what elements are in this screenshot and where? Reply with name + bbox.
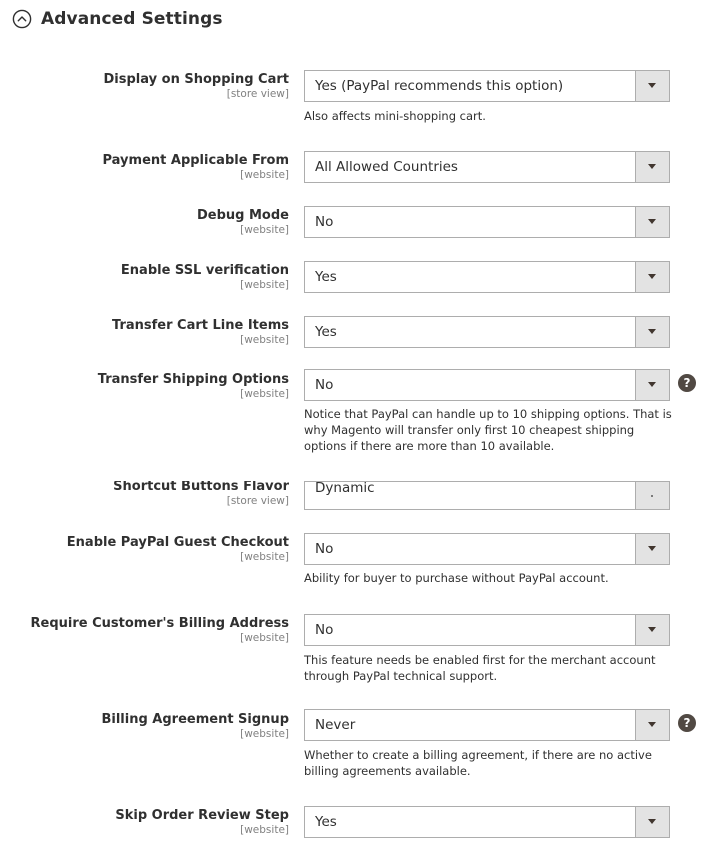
field-label-group xyxy=(0,71,289,100)
select-value: No xyxy=(315,622,334,638)
chevron-down-icon[interactable] xyxy=(635,615,669,645)
field-note: This feature needs be enabled first for the merchant account through PayPal technical support. xyxy=(304,653,656,683)
chevron-down-icon[interactable] xyxy=(635,262,669,292)
field-label-group xyxy=(0,152,289,181)
field-note: Also affects mini-shopping cart. xyxy=(304,109,486,123)
field-scope: [website] xyxy=(240,824,289,836)
select-value: No xyxy=(315,377,334,393)
field-scope: [website] xyxy=(240,388,289,400)
field-label: Require Customer's Billing Address xyxy=(30,616,289,631)
shortcut-buttons-flavor-select[interactable] xyxy=(304,481,670,510)
field-label: Billing Agreement Signup xyxy=(101,712,289,727)
select-value: Yes xyxy=(315,814,337,830)
chevron-down-icon[interactable] xyxy=(635,482,669,509)
field-label-group xyxy=(0,807,289,836)
select-value: All Allowed Countries xyxy=(315,159,458,175)
field-label-group xyxy=(0,207,289,236)
help-icon[interactable]: ? xyxy=(678,374,696,392)
debug-mode-select[interactable] xyxy=(304,206,670,238)
select-value: No xyxy=(315,541,334,557)
select-value: Never xyxy=(315,717,356,733)
field-note: Notice that PayPal can handle up to 10 shipping options. That is why Magento will transfer only first 10 cheapest shipping options if there are more than 10 available. xyxy=(304,407,672,453)
field-label: Debug Mode xyxy=(197,208,289,223)
skip-order-review-step-select[interactable] xyxy=(304,806,670,838)
enable-paypal-guest-checkout-select[interactable] xyxy=(304,533,670,565)
select-value: No xyxy=(315,214,334,230)
payment-applicable-from-select[interactable] xyxy=(304,151,670,183)
field-shortcut-buttons-flavor xyxy=(0,481,707,510)
require-billing-address-select[interactable] xyxy=(304,614,670,646)
field-label: Transfer Cart Line Items xyxy=(112,318,289,333)
field-scope: [store view] xyxy=(226,88,289,100)
field-scope: [website] xyxy=(240,551,289,563)
field-label: Enable SSL verification xyxy=(120,263,289,278)
field-label-group xyxy=(0,481,289,510)
chevron-down-icon[interactable] xyxy=(635,152,669,182)
section-header[interactable] xyxy=(12,6,223,32)
field-scope: [website] xyxy=(240,632,289,644)
field-note: Whether to create a billing agreement, if there are no active billing agreements available. xyxy=(304,748,652,778)
chevron-down-icon[interactable] xyxy=(635,317,669,347)
chevron-down-icon[interactable] xyxy=(635,207,669,237)
field-label-group xyxy=(0,317,289,346)
display-on-shopping-cart-select[interactable] xyxy=(304,70,670,102)
field-label-group xyxy=(0,534,289,563)
section-title[interactable]: Advanced Settings xyxy=(41,9,223,29)
chevron-down-icon[interactable] xyxy=(635,370,669,400)
field-label-group xyxy=(0,615,289,644)
select-value: Yes (PayPal recommends this option) xyxy=(315,78,564,94)
enable-ssl-verification-select[interactable] xyxy=(304,261,670,293)
chevron-down-icon[interactable] xyxy=(635,71,669,101)
field-label: Skip Order Review Step xyxy=(115,808,289,823)
field-label-group xyxy=(0,371,289,400)
field-note: Ability for buyer to purchase without PayPal account. xyxy=(304,571,609,585)
billing-agreement-signup-select[interactable] xyxy=(304,709,670,741)
field-label: Shortcut Buttons Flavor xyxy=(113,481,289,494)
select-value: Yes xyxy=(315,269,337,285)
field-label: Enable PayPal Guest Checkout xyxy=(66,535,289,550)
transfer-shipping-options-select[interactable] xyxy=(304,369,670,401)
field-scope: [website] xyxy=(240,169,289,181)
field-scope: [website] xyxy=(240,279,289,291)
help-icon[interactable]: ? xyxy=(678,714,696,732)
field-scope: [website] xyxy=(240,728,289,740)
field-label-group xyxy=(0,711,289,740)
field-label: Transfer Shipping Options xyxy=(97,372,289,387)
field-label-group xyxy=(0,262,289,291)
field-scope: [website] xyxy=(240,224,289,236)
chevron-down-icon[interactable] xyxy=(635,807,669,837)
chevron-down-icon[interactable] xyxy=(635,710,669,740)
chevron-down-icon[interactable] xyxy=(635,534,669,564)
chevron-up-circle-icon[interactable] xyxy=(12,9,32,29)
transfer-cart-line-items-select[interactable] xyxy=(304,316,670,348)
field-label: Payment Applicable From xyxy=(102,153,289,168)
field-scope: [website] xyxy=(240,334,289,346)
select-value: Yes xyxy=(315,324,337,340)
select-value: Dynamic xyxy=(315,481,375,496)
field-label: Display on Shopping Cart xyxy=(103,72,289,87)
field-scope: [store view] xyxy=(226,495,289,507)
